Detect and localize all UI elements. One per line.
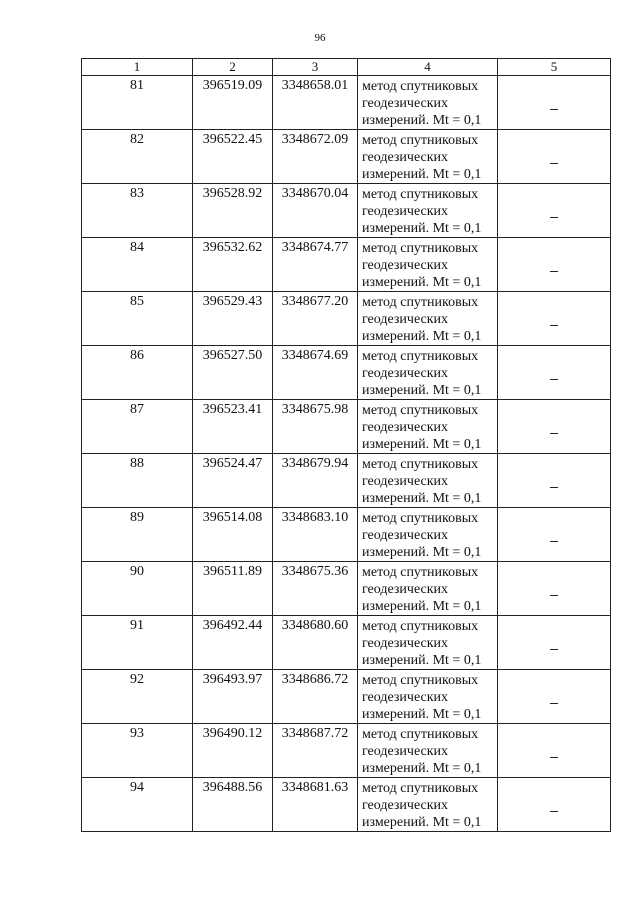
method-line-2: геодезических [362,582,449,597]
table-row [82,454,611,508]
method-line-2: геодезических [362,744,449,759]
point-number: 90 [82,562,193,616]
empty-cell [498,454,611,508]
table-row [82,508,611,562]
coord-x: 396519.09 [193,76,273,130]
dash-mark [550,379,558,380]
table-row [82,346,611,400]
method-description [358,616,498,670]
empty-cell [498,670,611,724]
table-row [82,238,611,292]
method-line-3: измерений. Mt = 0,1 [362,437,482,452]
table-row [82,724,611,778]
method-description [358,76,498,130]
method-line-2: геодезических [362,204,449,219]
coord-x: 396488.56 [193,778,273,832]
method-description [358,238,498,292]
coord-y: 3348681.63 [273,778,358,832]
table-row [82,130,611,184]
method-line-2: геодезических [362,312,449,327]
point-number: 88 [82,454,193,508]
method-line-3: измерений. Mt = 0,1 [362,221,482,236]
coord-y: 3348687.72 [273,724,358,778]
method-line-1: метод спутниковых [362,619,479,634]
empty-cell [498,508,611,562]
method-line-2: геодезических [362,528,449,543]
table-header-row [82,59,611,76]
method-line-3: измерений. Mt = 0,1 [362,275,482,290]
method-line-1: метод спутниковых [362,565,479,580]
method-line-1: метод спутниковых [362,781,479,796]
point-number: 89 [82,508,193,562]
coord-x: 396524.47 [193,454,273,508]
point-number: 83 [82,184,193,238]
coord-y: 3348686.72 [273,670,358,724]
point-number: 94 [82,778,193,832]
method-line-3: измерений. Mt = 0,1 [362,599,482,614]
coord-y: 3348683.10 [273,508,358,562]
method-line-1: метод спутниковых [362,133,479,148]
method-description [358,670,498,724]
dash-mark [550,271,558,272]
method-line-2: геодезических [362,366,449,381]
point-number: 92 [82,670,193,724]
dash-mark [550,757,558,758]
method-description [358,508,498,562]
method-line-2: геодезических [362,690,449,705]
method-description [358,292,498,346]
header-col-2: 2 [193,59,273,76]
dash-mark [550,703,558,704]
point-number: 84 [82,238,193,292]
method-description [358,778,498,832]
table-row [82,616,611,670]
empty-cell [498,76,611,130]
coord-x: 396529.43 [193,292,273,346]
method-description [358,346,498,400]
coord-y: 3348674.69 [273,346,358,400]
method-description [358,562,498,616]
coord-x: 396532.62 [193,238,273,292]
method-line-3: измерений. Mt = 0,1 [362,545,482,560]
empty-cell [498,130,611,184]
empty-cell [498,616,611,670]
method-line-3: измерений. Mt = 0,1 [362,113,482,128]
coord-y: 3348680.60 [273,616,358,670]
page-number: 96 [314,32,326,44]
coord-y: 3348658.01 [273,76,358,130]
header-col-5: 5 [498,59,611,76]
method-line-3: измерений. Mt = 0,1 [362,491,482,506]
dash-mark [550,325,558,326]
empty-cell [498,238,611,292]
empty-cell [498,778,611,832]
method-line-1: метод спутниковых [362,187,479,202]
method-description [358,400,498,454]
point-number: 81 [82,76,193,130]
table-row [82,184,611,238]
dash-mark [550,541,558,542]
method-line-3: измерений. Mt = 0,1 [362,707,482,722]
dash-mark [550,433,558,434]
empty-cell [498,184,611,238]
method-line-1: метод спутниковых [362,727,479,742]
header-col-3: 3 [273,59,358,76]
coord-x: 396522.45 [193,130,273,184]
method-description [358,724,498,778]
table-row [82,292,611,346]
point-number: 87 [82,400,193,454]
coord-y: 3348679.94 [273,454,358,508]
method-line-1: метод спутниковых [362,349,479,364]
dash-mark [550,163,558,164]
method-line-2: геодезических [362,798,449,813]
dash-mark [550,595,558,596]
method-line-2: геодезических [362,258,449,273]
method-description [358,454,498,508]
method-line-2: геодезических [362,96,449,111]
empty-cell [498,724,611,778]
coord-x: 396493.97 [193,670,273,724]
header-col-1: 1 [82,59,193,76]
method-line-1: метод спутниковых [362,295,479,310]
coordinates-table [81,58,611,832]
table-row [82,562,611,616]
method-line-2: геодезических [362,420,449,435]
dash-mark [550,109,558,110]
table-row [82,400,611,454]
method-line-3: измерений. Mt = 0,1 [362,761,482,776]
dash-mark [550,649,558,650]
point-number: 93 [82,724,193,778]
empty-cell [498,562,611,616]
method-description [358,184,498,238]
method-line-3: измерений. Mt = 0,1 [362,167,482,182]
coord-x: 396514.08 [193,508,273,562]
table-row [82,778,611,832]
method-line-2: геодезических [362,636,449,651]
method-line-2: геодезических [362,474,449,489]
method-line-1: метод спутниковых [362,403,479,418]
dash-mark [550,811,558,812]
method-line-3: измерений. Mt = 0,1 [362,815,482,830]
coord-y: 3348670.04 [273,184,358,238]
method-line-3: измерений. Mt = 0,1 [362,383,482,398]
coord-x: 396528.92 [193,184,273,238]
coord-y: 3348674.77 [273,238,358,292]
dash-mark [550,487,558,488]
coord-y: 3348677.20 [273,292,358,346]
point-number: 86 [82,346,193,400]
method-line-1: метод спутниковых [362,673,479,688]
coord-y: 3348672.09 [273,130,358,184]
coord-x: 396490.12 [193,724,273,778]
point-number: 85 [82,292,193,346]
method-line-1: метод спутниковых [362,457,479,472]
table-row [82,670,611,724]
empty-cell [498,400,611,454]
header-col-4: 4 [358,59,498,76]
point-number: 91 [82,616,193,670]
table-body [82,76,611,832]
coord-y: 3348675.98 [273,400,358,454]
table-row [82,76,611,130]
dash-mark [550,217,558,218]
method-line-2: геодезических [362,150,449,165]
coord-x: 396511.89 [193,562,273,616]
method-line-1: метод спутниковых [362,511,479,526]
method-line-1: метод спутниковых [362,241,479,256]
coord-x: 396492.44 [193,616,273,670]
coord-y: 3348675.36 [273,562,358,616]
empty-cell [498,292,611,346]
point-number: 82 [82,130,193,184]
empty-cell [498,346,611,400]
method-line-1: метод спутниковых [362,79,479,94]
coord-x: 396523.41 [193,400,273,454]
method-line-3: измерений. Mt = 0,1 [362,329,482,344]
method-description [358,130,498,184]
coord-x: 396527.50 [193,346,273,400]
method-line-3: измерений. Mt = 0,1 [362,653,482,668]
